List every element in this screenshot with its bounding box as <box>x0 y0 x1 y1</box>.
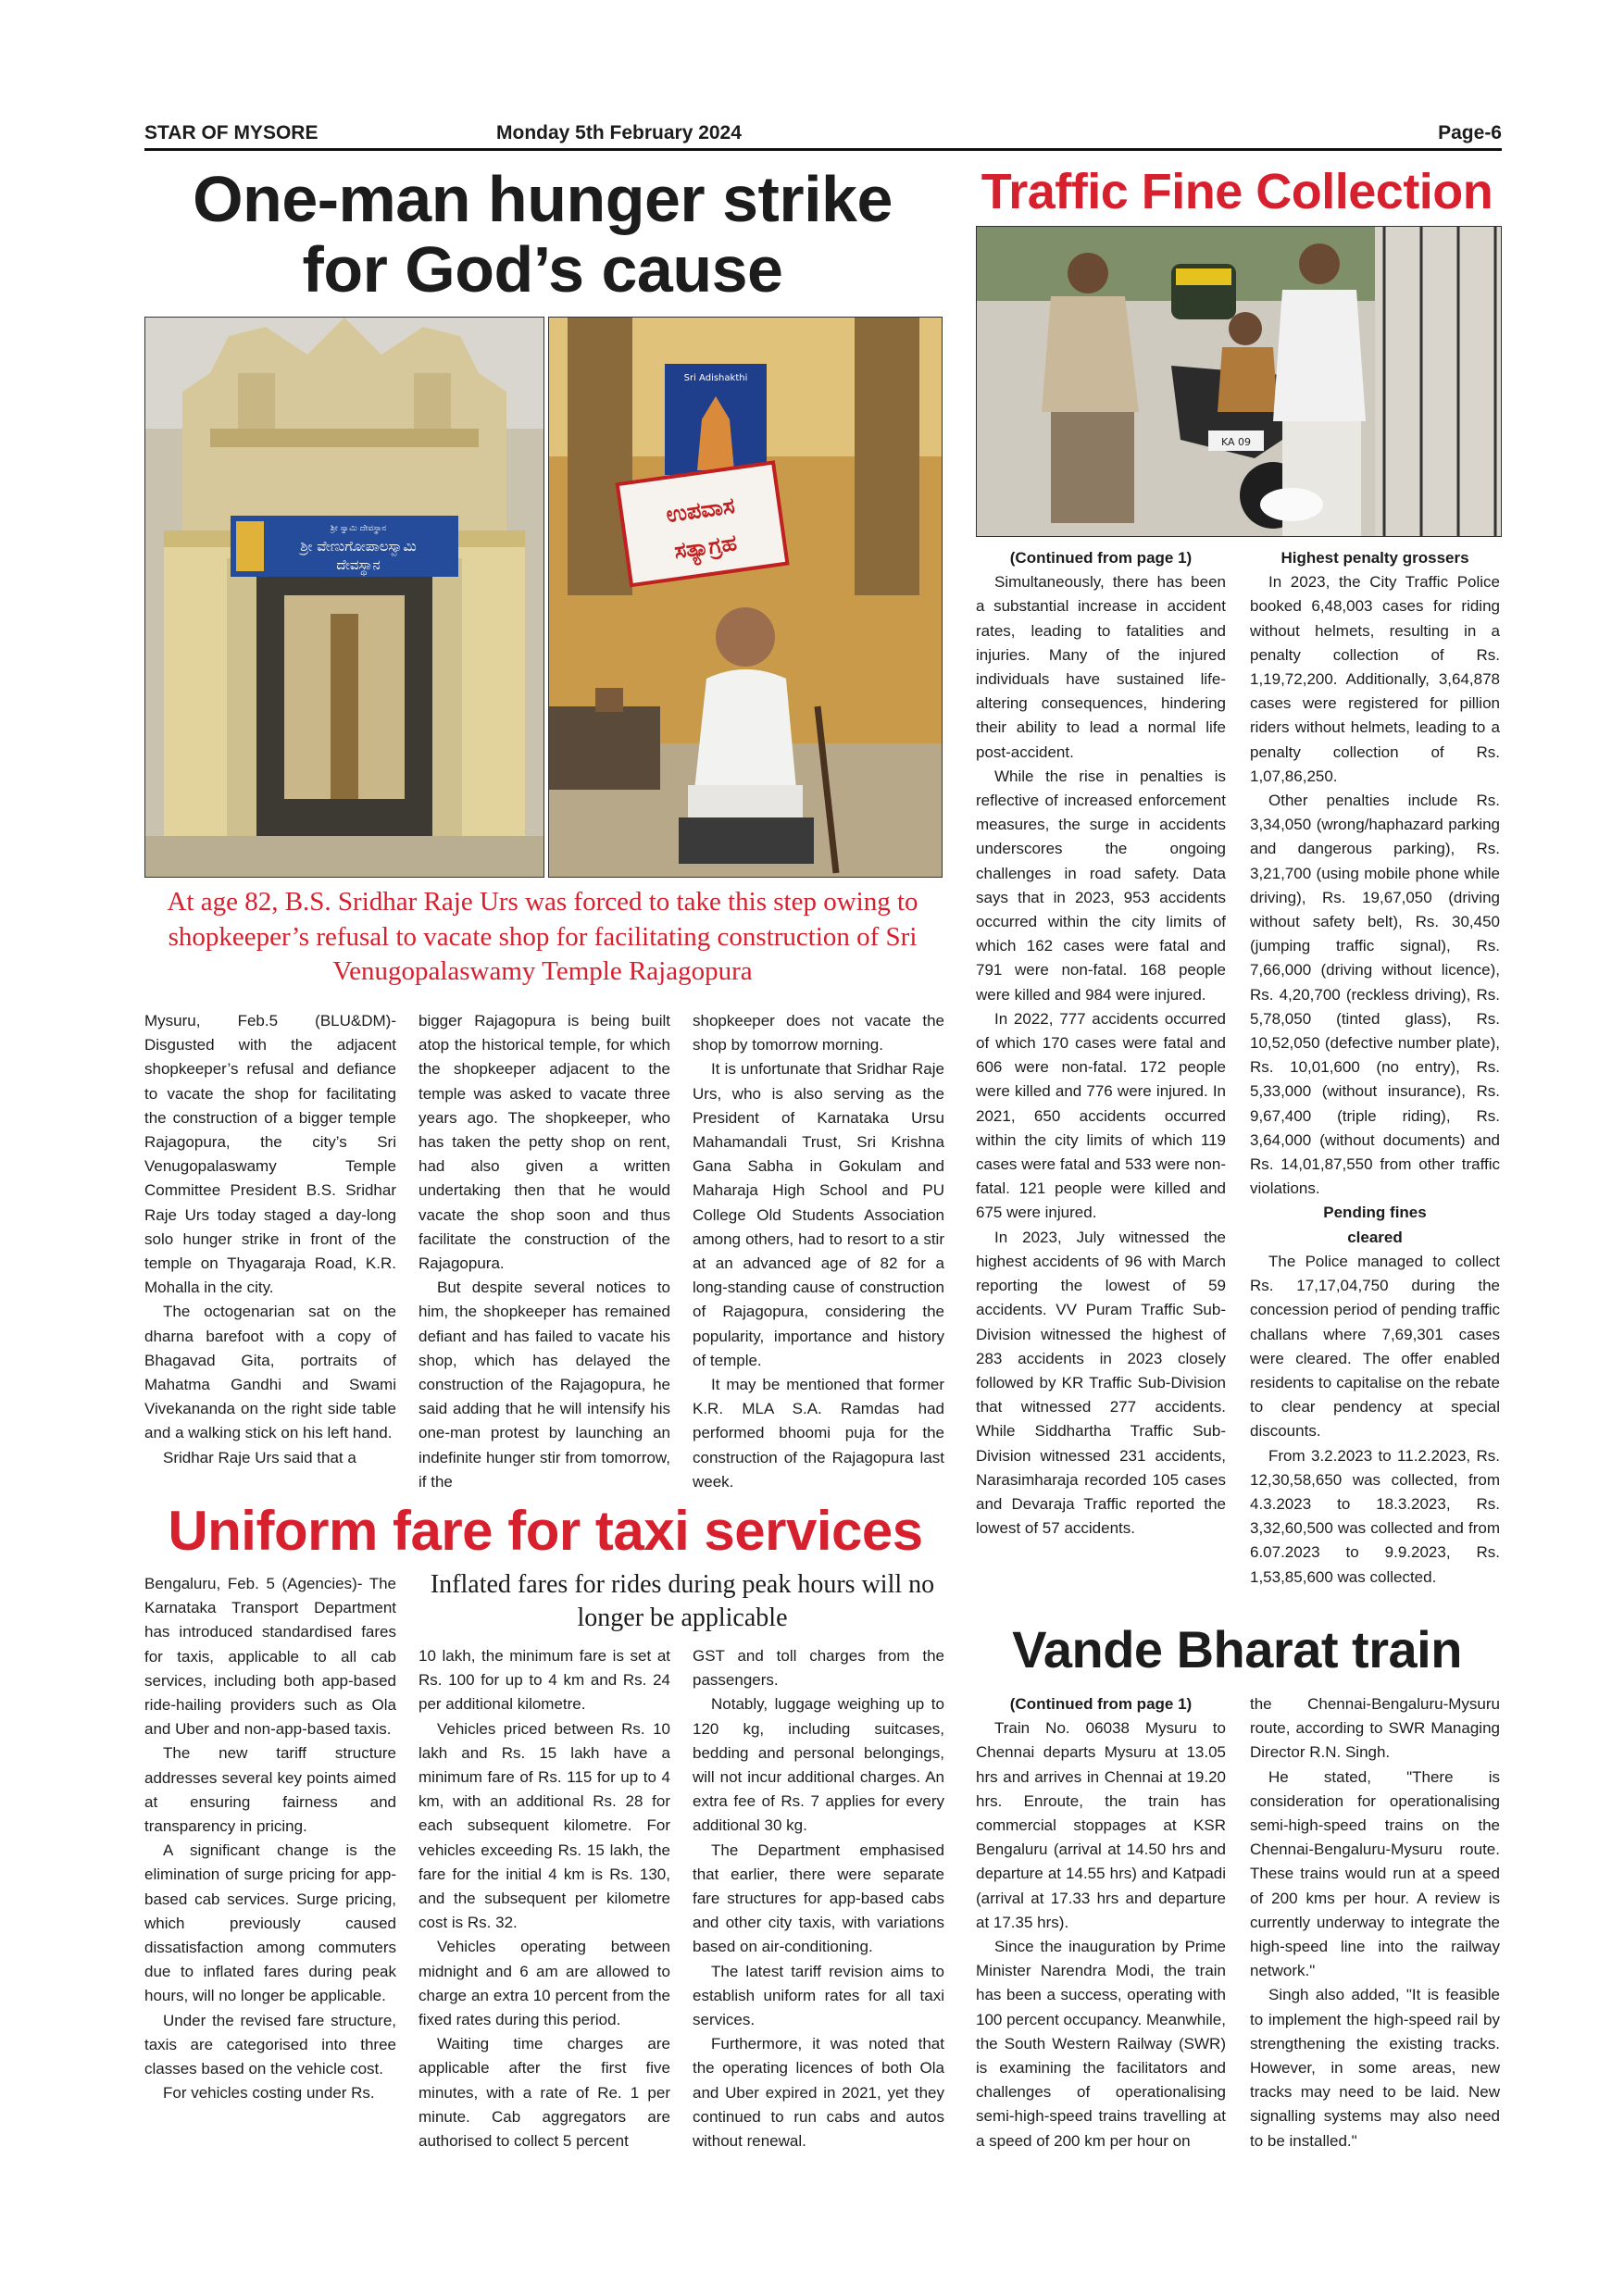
taxi-col-2 <box>418 1644 670 2153</box>
vande-col-1 <box>976 1692 1226 2153</box>
taxi-col3-p4: The latest tariff revision aims to establish uniform rates for all taxi services. <box>693 1962 944 2029</box>
temple-illustration <box>145 318 543 877</box>
vande-col1-p2: Since the inauguration by Prime Minister Narendra Modi, the train has been a success, operating with 100 percent occupancy. Meanwhile, the South Western Railway (SWR) is examining the facilitators and challenges of operationalising semi-high-speed trains travelling at a speed of 200 km per hour on <box>976 1938 1226 2150</box>
traffic-col1-p1: Simultaneously, there has been a substantial increase in accident rates, leading to fatalities and injuries. Many of the injured individuals have sustained life-altering consequences, hindering their ability to lead a normal life post-accident. <box>976 573 1226 761</box>
vande-col-2 <box>1250 1692 1500 2153</box>
protester-photo <box>548 317 943 878</box>
poster-title: Sri Adishakthi <box>683 373 748 383</box>
hunger-col3-p2: It is unfortunate that Sridhar Raje Urs, who is also serving as the President of Karnataka Ursu Mahamandali Trust, Sri Krishna Gana Sabha in Gokulam and Maharaja High School and PU College Old Students Association among others, had to resort to a stir at an advanced age of 82 for a long-standing cause of construction of Rajagopura, considering the popularity, importance and history of temple. <box>693 1060 944 1369</box>
vande-col2-p1: the Chennai-Bengaluru-Mysuru route, according to SWR Managing Director R.N. Singh. <box>1250 1695 1500 1762</box>
traffic-sub-pending: Pending fines cleared <box>1323 1204 1427 1246</box>
traffic-col1-p4: In 2023, July witnessed the highest accidents of 96 with March reporting the lowest of 59 accidents. VV Puram Traffic Sub-Division witnessed the highest of 283 accidents in 2023 closely followed by KR Traffic Sub-Division that witnessed 277 accidents. While Siddhartha Traffic Sub-Division witnessed 231 accidents, Narasimharaja recorded 105 cases and Devaraja Traffic reported the lowest of 57 accidents. <box>976 1228 1226 1538</box>
sign-top: ಶ್ರೀ ಸ್ವಾಮಿ ದೇವಸ್ಥಾನ <box>330 524 387 533</box>
protester-illustration <box>549 318 942 877</box>
traffic-col1-p2: While the rise in penalties is reflective of increased enforcement measures, the surge in accidents underscores the ongoing challenges in road safety. Data says that in 2023, 953 accidents occurred within the city limits of which 162 cases were fatal and 791 were non-fatal. 168 people were killed and 984 were injured. <box>976 767 1226 1004</box>
taxi-col3-p5: Furthermore, it was noted that the operating licences of both Ola and Uber expired in 2021, yet they continued to run cabs and autos without renewal. <box>693 2035 944 2151</box>
taxi-col2-p1: 10 lakh, the minimum fare is set at Rs. 100 for up to 4 km and Rs. 24 per additional kilometre. <box>418 1647 670 1714</box>
traffic-illustration <box>977 227 1501 536</box>
placard-line1: ಉಪವಾಸ <box>664 492 737 529</box>
vande-headline: Vande Bharat train <box>1012 1620 1462 1678</box>
vande-col2-p2: He stated, "There is consideration for operationalising semi-high-speed trains on the Chennai-Bengaluru-Mysuru route. These trains would run at a speed of 200 kms per hour. A review is currently underway to integrate the high-speed line into the railway network." <box>1250 1767 1500 1980</box>
masthead-date: Monday 5th February 2024 <box>496 122 742 144</box>
vande-col2-p3: Singh also added, "It is feasible to implement the high-speed rail by strengthening the existing tracks. However, in some areas, new tracks may need to be laid. New signalling systems may also need to be installed." <box>1250 1986 1500 2150</box>
hunger-col3-p1: shopkeeper does not vacate the shop by tomorrow morning. <box>693 1012 944 1054</box>
taxi-col1-p4: Under the revised fare structure, taxis are categorised into three classes based on the vehicle cost. <box>144 2011 396 2078</box>
taxi-col2-p4: Waiting time charges are applicable after the first five minutes, with a rate of Re. 1 per minute. Cab aggregators are authorised to collect 5 percent <box>418 2035 670 2151</box>
taxi-deck: Inflated fares for rides during peak hours will no longer be applicable <box>430 1570 935 1633</box>
traffic-col2-p1: In 2023, the City Traffic Police booked 6,48,003 cases for riding without helmets, resulting in a penalty collection of Rs. 1,19,72,200. Additionally, 3,64,878 cases were registered for pillion riders without helmets, leading to a penalty collection of Rs. 1,07,86,250. <box>1250 573 1500 785</box>
masthead-paper: STAR OF MYSORE <box>144 122 319 144</box>
taxi-col3-p2: Notably, luggage weighing up to 120 kg, including suitcases, bedding and personal belongings, will not incur additional charges. An extra fee of Rs. 7 applies for every additional 30 kg. <box>693 1695 944 1835</box>
bike-plate: KA 09 <box>1220 436 1252 448</box>
taxi-col2-p3: Vehicles operating between midnight and 6 am are allowed to charge an extra 10 percent from the fixed rates during this period. <box>418 1938 670 2029</box>
hunger-col2-p2: But despite several notices to him, the shopkeeper has remained defiant and has failed to vacate his shop, which has delayed the construction of the Rajagopura, he said adding that he will intensify his one-man protest by launching an indefinite hunger stir from tomorrow, if the <box>418 1279 670 1491</box>
hunger-col3-p3: It may be mentioned that former K.R. MLA S.A. Ramdas had performed bhoomi puja for the construction of the Rajagopura last week. <box>693 1376 944 1491</box>
taxi-col1-p2: The new tariff structure addresses several key points aimed at ensuring fairness and transparency in pricing. <box>144 1744 396 1836</box>
taxi-col1-p3: A significant change is the elimination of surge pricing for app-based cab services. Surge pricing, which previously caused dissatisfaction among commuters due to inflated fares during peak hours, will no longer be applicable. <box>144 1841 396 2005</box>
temple-photo <box>144 317 544 878</box>
traffic-continued: (Continued from page 1) <box>1009 549 1193 567</box>
traffic-col2-p2: Other penalties include Rs. 3,34,050 (wrong/haphazard parking and dangerous parking), Rs. 3,21,700 (using mobile phone while driving), Rs. 19,67,050 (driving without safety belt), Rs. 30,450 (jumping traffic signal), Rs. 7,66,000 (driving without licence), Rs. 4,20,700 (reckless driving), Rs. 5,78,050 (tinted glass), Rs. 10,52,050 (defective number plate), Rs. 10,01,600 (no entry), Rs. 5,33,000 (without insurance), Rs. 9,67,400 (triple riding), Rs. 3,64,000 (without documents) and Rs. 14,01,87,550 from other traffic violations. <box>1250 792 1500 1198</box>
traffic-headline: Traffic Fine Collection <box>981 164 1493 219</box>
taxi-col3-p1: GST and toll charges from the passengers. <box>693 1647 944 1690</box>
hunger-col1-p1: Mysuru, Feb.5 (BLU&DM)- Disgusted with the adjacent shopkeeper’s refusal and defiance to vacate the shop for facilitating the construction of a bigger temple Rajagopura, the city’s Sri Venugopalaswamy Temple Committee President B.S. Sridhar Raje Urs today staged a day-long solo hunger strike in front of the temple on Thyagaraja Road, K.R. Mohalla in the city. <box>144 1012 396 1297</box>
hunger-deck: At age 82, B.S. Sridhar Raje Urs was forced to take this step owing to shopkeeper’s refusal to vacate shop for facilitating construction of Sri Venugopalaswamy Temple Rajagopura <box>167 887 918 987</box>
hunger-col-1 <box>144 1009 396 1470</box>
sign-line1: ಶ್ರೀ ವೇಣುಗೋಪಾಲಸ್ವಾಮಿ <box>300 538 417 555</box>
taxi-col1-p5: For vehicles costing under Rs. <box>163 2084 375 2103</box>
traffic-photo <box>976 226 1502 537</box>
traffic-sub-highest: Highest penalty grossers <box>1280 549 1469 567</box>
placard-line2: ಸತ್ಯಾಗ್ರಹ <box>672 530 739 565</box>
hunger-col-2 <box>418 1009 670 1494</box>
taxi-col-3 <box>693 1644 944 2153</box>
vande-continued: (Continued from page 1) <box>1009 1695 1193 1713</box>
masthead-page: Page-6 <box>1438 122 1502 144</box>
traffic-col2-p4: From 3.2.2023 to 11.2.2023, Rs. 12,30,58,650 was collected, from 4.3.2023 to 18.3.2023, Rs. 3,32,60,500 was collected and from 6.07.2023 to 9.9.2023, Rs. 1,53,85,600 was collected. <box>1250 1446 1500 1586</box>
traffic-col-1 <box>976 546 1226 1541</box>
taxi-col-1 <box>144 1572 396 2105</box>
sign-line2: ದೇವಸ್ಥಾನ <box>336 556 381 573</box>
vande-col1-p1: Train No. 06038 Mysuru to Chennai departs Mysuru at 13.05 hrs and arrives in Chennai at 19.20 hrs. Enroute, the train has commercial stoppages at KSR Bengaluru (arrival at 14.50 hrs and departure at 14.55 hrs) and Katpadi (arrival at 17.33 hrs and departure at 17.35 hrs). <box>976 1719 1226 1931</box>
taxi-col2-p2: Vehicles priced between Rs. 10 lakh and Rs. 15 lakh have a minimum fare of Rs. 115 for up to 4 km, with an additional Rs. 28 for each subsequent kilometre. For vehicles exceeding Rs. 15 lakh, the fare for the initial 4 km is Rs. 130, and the subsequent per kilometre cost is Rs. 32. <box>418 1719 670 1932</box>
hunger-col2-p1: bigger Rajagopura is being built atop the historical temple, for which the shopkeeper adjacent to the temple was asked to vacate three years ago. The shopkeeper, who has taken the petty shop on rent, had also given a written undertaking then that he would vacate the shop soon and thus facilitate the construction of the Rajagopura. <box>418 1012 670 1273</box>
traffic-col2-p3: The Police managed to collect Rs. 17,17,04,750 during the concession period of pending traffic challans where 7,69,301 cases were cleared. The offer enabled residents to capitalise on the rebate to clear pendency at special discounts. <box>1250 1252 1500 1441</box>
taxi-col3-p3: The Department emphasised that earlier, there were separate fare structures for app-based cabs and other city taxis, with variations based on air-conditioning. <box>693 1841 944 1956</box>
taxi-headline: Uniform fare for taxi services <box>168 1500 923 1562</box>
hunger-col-3 <box>693 1009 944 1494</box>
hunger-col1-p3: Sridhar Raje Urs said that a <box>163 1448 356 1466</box>
masthead-rule <box>144 148 1502 151</box>
hunger-col1-p2: The octogenarian sat on the dharna barefoot with a copy of Bhagavad Gita, portraits of Mahatma Gandhi and Swami Vivekananda on the right side table and a walking stick on his left hand. <box>144 1303 396 1442</box>
hunger-headline: One-man hunger strike for God’s cause <box>193 163 893 306</box>
traffic-col1-p3: In 2022, 777 accidents occurred of which 170 cases were fatal and 606 were non-fatal. 172 people were killed and 776 were injured. In 2021, 650 accidents occurred within the city limits of which 119 cases were fatal and 533 were non-fatal. 121 people were killed and 675 were injured. <box>976 1009 1226 1222</box>
traffic-col-2 <box>1250 546 1500 1590</box>
taxi-col1-p1: Bengaluru, Feb. 5 (Agencies)- The Karnataka Transport Department has introduced standardised fares for taxis, applicable to all cab services, including both app-based ride-hailing providers such as Ola and Uber and non-app-based taxis. <box>144 1575 396 1739</box>
